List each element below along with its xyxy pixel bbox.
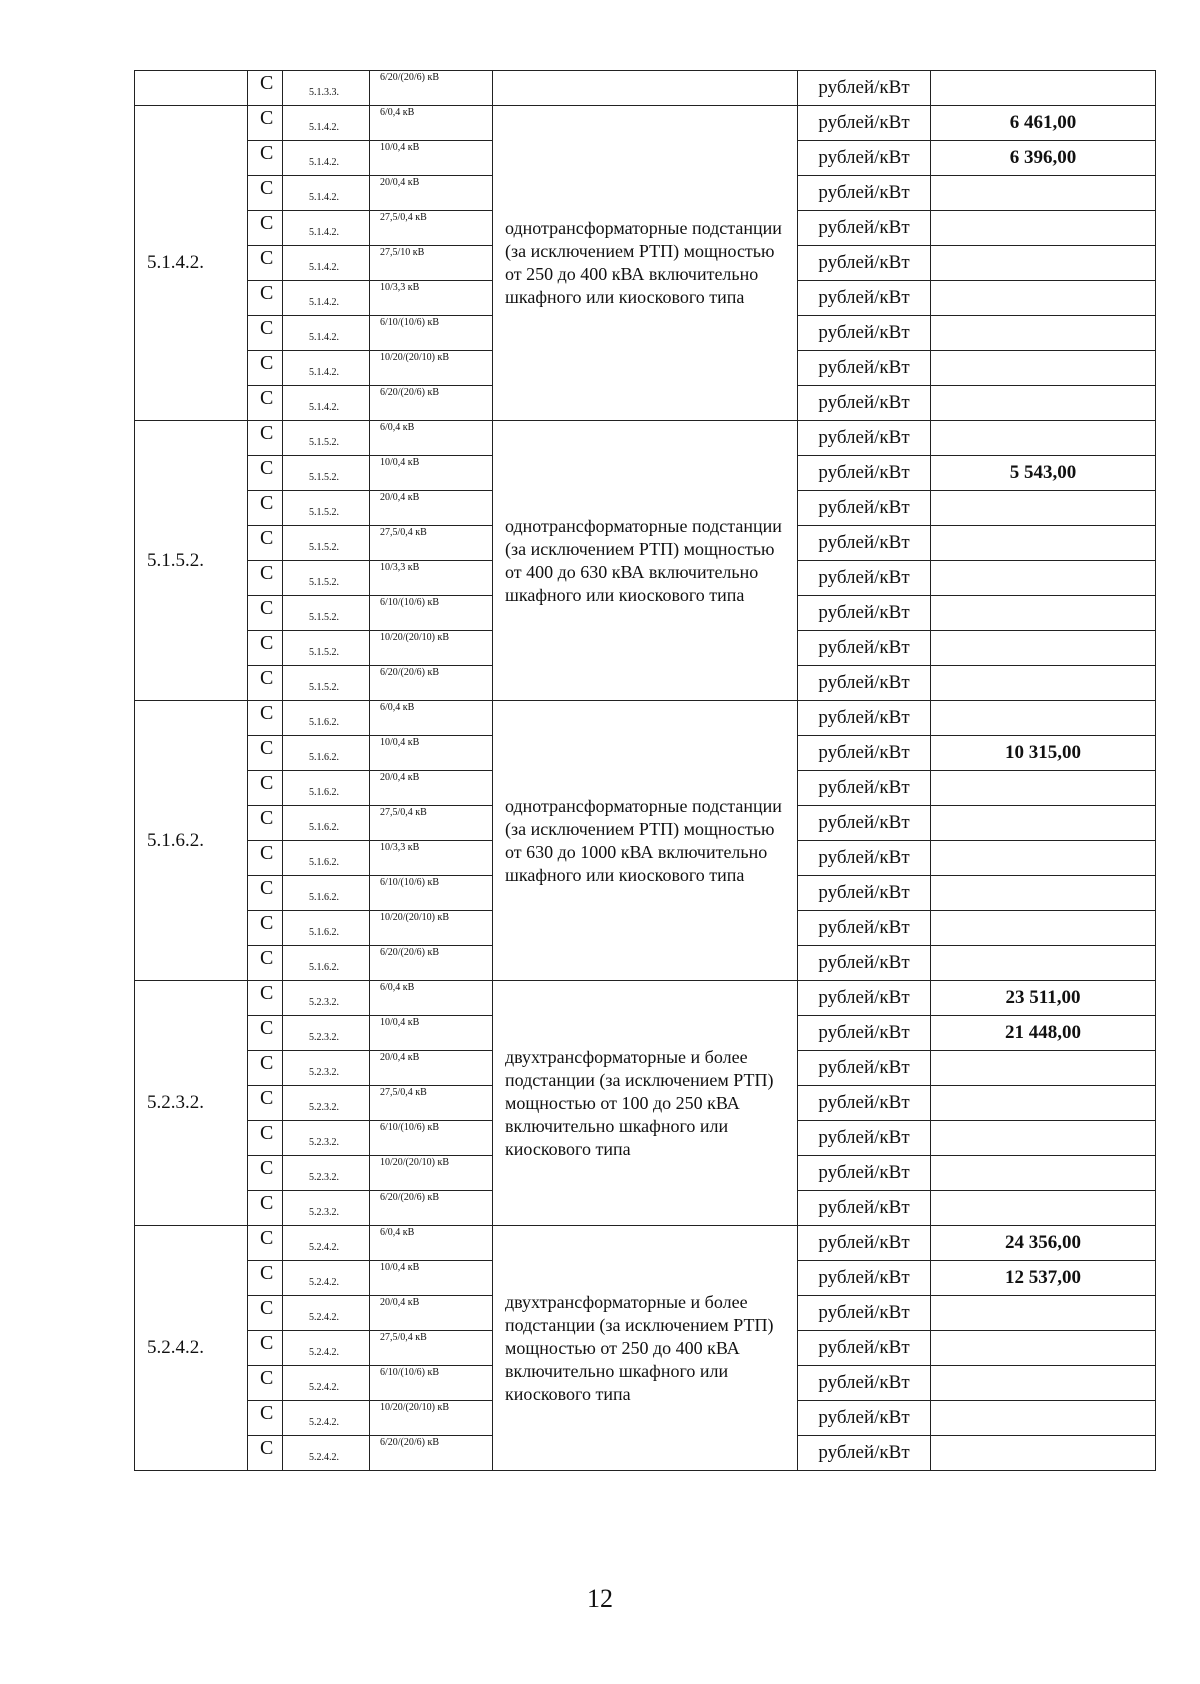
- voltage-cell: 6/0,4 кВ: [370, 701, 493, 736]
- unit-cell: рублей/кВт: [798, 1296, 931, 1331]
- item-code-cell: 5.2.3.2.: [283, 1156, 370, 1191]
- unit-cell: рублей/кВт: [798, 456, 931, 491]
- item-code-cell: 5.2.4.2.: [283, 1331, 370, 1366]
- unit-cell: рублей/кВт: [798, 1366, 931, 1401]
- item-code-cell: 5.2.3.2.: [283, 1121, 370, 1156]
- item-code-cell: 5.2.4.2.: [283, 1296, 370, 1331]
- item-code-cell: 5.2.4.2.: [283, 1436, 370, 1471]
- voltage-cell: 10/20/(20/10) кВ: [370, 351, 493, 386]
- description-cell: однотрансформаторные подстанции (за исключением РТП) мощностью от 250 до 400 кВА включительно шкафного или киоскового типа: [493, 106, 798, 421]
- rate-value-cell: [931, 666, 1156, 701]
- voltage-cell: 10/20/(20/10) кВ: [370, 911, 493, 946]
- rate-value-cell: [931, 1401, 1156, 1436]
- category-cell: С: [248, 701, 283, 736]
- category-cell: С: [248, 1226, 283, 1261]
- voltage-cell: 10/0,4 кВ: [370, 141, 493, 176]
- rate-value-cell: [931, 1156, 1156, 1191]
- category-cell: С: [248, 491, 283, 526]
- category-cell: С: [248, 666, 283, 701]
- rate-value-cell: [931, 281, 1156, 316]
- voltage-cell: 6/20/(20/6) кВ: [370, 1191, 493, 1226]
- rate-value-cell: [931, 771, 1156, 806]
- voltage-cell: 20/0,4 кВ: [370, 1051, 493, 1086]
- voltage-cell: 10/0,4 кВ: [370, 1016, 493, 1051]
- category-cell: С: [248, 631, 283, 666]
- category-cell: С: [248, 736, 283, 771]
- voltage-cell: 10/3,3 кВ: [370, 281, 493, 316]
- category-cell: С: [248, 141, 283, 176]
- item-code-cell: 5.1.6.2.: [283, 841, 370, 876]
- rate-value-cell: [931, 841, 1156, 876]
- voltage-cell: 20/0,4 кВ: [370, 176, 493, 211]
- item-code-cell: 5.1.4.2.: [283, 386, 370, 421]
- unit-cell: рублей/кВт: [798, 351, 931, 386]
- item-code-cell: 5.1.6.2.: [283, 736, 370, 771]
- group-code-cell: 5.2.4.2.: [135, 1226, 248, 1471]
- category-cell: С: [248, 1191, 283, 1226]
- unit-cell: рублей/кВт: [798, 491, 931, 526]
- rate-value-cell: 10 315,00: [931, 736, 1156, 771]
- item-code-cell: 5.1.6.2.: [283, 806, 370, 841]
- unit-cell: рублей/кВт: [798, 736, 931, 771]
- rate-value-cell: 12 537,00: [931, 1261, 1156, 1296]
- tariff-table-body: [135, 71, 1156, 1471]
- item-code-cell: 5.1.6.2.: [283, 911, 370, 946]
- voltage-cell: 10/3,3 кВ: [370, 841, 493, 876]
- unit-cell: рублей/кВт: [798, 911, 931, 946]
- rate-value-cell: [931, 491, 1156, 526]
- item-code-cell: 5.1.4.2.: [283, 281, 370, 316]
- item-code-cell: 5.2.4.2.: [283, 1226, 370, 1261]
- unit-cell: рублей/кВт: [798, 1226, 931, 1261]
- category-cell: С: [248, 1121, 283, 1156]
- category-cell: С: [248, 946, 283, 981]
- item-code-cell: 5.1.4.2.: [283, 246, 370, 281]
- voltage-cell: 10/20/(20/10) кВ: [370, 631, 493, 666]
- unit-cell: рублей/кВт: [798, 841, 931, 876]
- category-cell: С: [248, 351, 283, 386]
- category-cell: С: [248, 246, 283, 281]
- unit-cell: рублей/кВт: [798, 771, 931, 806]
- category-cell: С: [248, 211, 283, 246]
- voltage-cell: 6/10/(10/6) кВ: [370, 1366, 493, 1401]
- rate-value-cell: [931, 946, 1156, 981]
- rate-value-cell: [931, 246, 1156, 281]
- table-row: [135, 981, 1156, 1016]
- category-cell: С: [248, 526, 283, 561]
- item-code-cell: 5.1.3.3.: [283, 71, 370, 106]
- unit-cell: рублей/кВт: [798, 946, 931, 981]
- voltage-cell: 6/10/(10/6) кВ: [370, 316, 493, 351]
- unit-cell: рублей/кВт: [798, 1401, 931, 1436]
- voltage-cell: 27,5/0,4 кВ: [370, 526, 493, 561]
- voltage-cell: 6/20/(20/6) кВ: [370, 946, 493, 981]
- unit-cell: рублей/кВт: [798, 1436, 931, 1471]
- category-cell: С: [248, 176, 283, 211]
- rate-value-cell: 6 461,00: [931, 106, 1156, 141]
- unit-cell: рублей/кВт: [798, 1121, 931, 1156]
- unit-cell: рублей/кВт: [798, 1156, 931, 1191]
- rate-value-cell: [931, 386, 1156, 421]
- rate-value-cell: [931, 1086, 1156, 1121]
- voltage-cell: 6/10/(10/6) кВ: [370, 876, 493, 911]
- unit-cell: рублей/кВт: [798, 666, 931, 701]
- rate-value-cell: [931, 421, 1156, 456]
- item-code-cell: 5.1.6.2.: [283, 876, 370, 911]
- rate-value-cell: [931, 561, 1156, 596]
- voltage-cell: 20/0,4 кВ: [370, 1296, 493, 1331]
- rate-value-cell: [931, 631, 1156, 666]
- rate-value-cell: [931, 1051, 1156, 1086]
- category-cell: С: [248, 1401, 283, 1436]
- item-code-cell: 5.1.6.2.: [283, 701, 370, 736]
- item-code-cell: 5.1.5.2.: [283, 596, 370, 631]
- unit-cell: рублей/кВт: [798, 596, 931, 631]
- voltage-cell: 20/0,4 кВ: [370, 491, 493, 526]
- unit-cell: рублей/кВт: [798, 246, 931, 281]
- unit-cell: рублей/кВт: [798, 526, 931, 561]
- category-cell: С: [248, 596, 283, 631]
- tariff-table: [134, 70, 1156, 1471]
- item-code-cell: 5.1.5.2.: [283, 631, 370, 666]
- rate-value-cell: [931, 1331, 1156, 1366]
- group-code-cell: 5.1.5.2.: [135, 421, 248, 701]
- voltage-cell: 20/0,4 кВ: [370, 771, 493, 806]
- rate-value-cell: [931, 701, 1156, 736]
- item-code-cell: 5.1.5.2.: [283, 421, 370, 456]
- item-code-cell: 5.1.6.2.: [283, 946, 370, 981]
- item-code-cell: 5.1.4.2.: [283, 141, 370, 176]
- rate-value-cell: 24 356,00: [931, 1226, 1156, 1261]
- rate-value-cell: 21 448,00: [931, 1016, 1156, 1051]
- voltage-cell: 6/0,4 кВ: [370, 106, 493, 141]
- unit-cell: рублей/кВт: [798, 141, 931, 176]
- rate-value-cell: 6 396,00: [931, 141, 1156, 176]
- item-code-cell: 5.2.3.2.: [283, 981, 370, 1016]
- rate-value-cell: [931, 71, 1156, 106]
- category-cell: С: [248, 841, 283, 876]
- rate-value-cell: 5 543,00: [931, 456, 1156, 491]
- category-cell: С: [248, 561, 283, 596]
- table-row: [135, 421, 1156, 456]
- unit-cell: рублей/кВт: [798, 421, 931, 456]
- unit-cell: рублей/кВт: [798, 876, 931, 911]
- rate-value-cell: 23 511,00: [931, 981, 1156, 1016]
- category-cell: С: [248, 1086, 283, 1121]
- description-cell: однотрансформаторные подстанции (за исключением РТП) мощностью от 630 до 1000 кВА включительно шкафного или киоскового типа: [493, 701, 798, 981]
- item-code-cell: 5.2.3.2.: [283, 1051, 370, 1086]
- unit-cell: рублей/кВт: [798, 1086, 931, 1121]
- voltage-cell: 10/0,4 кВ: [370, 736, 493, 771]
- voltage-cell: 10/20/(20/10) кВ: [370, 1401, 493, 1436]
- group-code-cell: 5.2.3.2.: [135, 981, 248, 1226]
- voltage-cell: 6/0,4 кВ: [370, 1226, 493, 1261]
- rate-value-cell: [931, 596, 1156, 631]
- unit-cell: рублей/кВт: [798, 1191, 931, 1226]
- item-code-cell: 5.2.3.2.: [283, 1016, 370, 1051]
- unit-cell: рублей/кВт: [798, 176, 931, 211]
- description-cell: однотрансформаторные подстанции (за исключением РТП) мощностью от 400 до 630 кВА включительно шкафного или киоскового типа: [493, 421, 798, 701]
- category-cell: С: [248, 316, 283, 351]
- rate-value-cell: [931, 911, 1156, 946]
- category-cell: С: [248, 386, 283, 421]
- page-number: 12: [587, 1584, 613, 1613]
- unit-cell: рублей/кВт: [798, 71, 931, 106]
- item-code-cell: 5.1.4.2.: [283, 106, 370, 141]
- rate-value-cell: [931, 211, 1156, 246]
- category-cell: С: [248, 1156, 283, 1191]
- group-code-cell: [135, 71, 248, 106]
- voltage-cell: 6/10/(10/6) кВ: [370, 596, 493, 631]
- category-cell: С: [248, 1261, 283, 1296]
- item-code-cell: 5.1.4.2.: [283, 211, 370, 246]
- unit-cell: рублей/кВт: [798, 281, 931, 316]
- category-cell: С: [248, 911, 283, 946]
- rate-value-cell: [931, 806, 1156, 841]
- category-cell: С: [248, 1051, 283, 1086]
- voltage-cell: 6/20/(20/6) кВ: [370, 386, 493, 421]
- category-cell: С: [248, 1366, 283, 1401]
- item-code-cell: 5.2.4.2.: [283, 1366, 370, 1401]
- rate-value-cell: [931, 526, 1156, 561]
- item-code-cell: 5.2.3.2.: [283, 1191, 370, 1226]
- unit-cell: рублей/кВт: [798, 106, 931, 141]
- table-row: [135, 1226, 1156, 1261]
- category-cell: С: [248, 281, 283, 316]
- voltage-cell: 6/0,4 кВ: [370, 421, 493, 456]
- unit-cell: рублей/кВт: [798, 1261, 931, 1296]
- unit-cell: рублей/кВт: [798, 1331, 931, 1366]
- category-cell: С: [248, 71, 283, 106]
- item-code-cell: 5.1.6.2.: [283, 771, 370, 806]
- item-code-cell: 5.1.5.2.: [283, 666, 370, 701]
- voltage-cell: 6/0,4 кВ: [370, 981, 493, 1016]
- unit-cell: рублей/кВт: [798, 316, 931, 351]
- item-code-cell: 5.1.4.2.: [283, 351, 370, 386]
- item-code-cell: 5.2.4.2.: [283, 1401, 370, 1436]
- item-code-cell: 5.2.3.2.: [283, 1086, 370, 1121]
- table-row: [135, 701, 1156, 736]
- unit-cell: рублей/кВт: [798, 631, 931, 666]
- description-cell: двухтрансформаторные и более подстанции (за исключением РТП) мощностью от 250 до 400 кВА включительно шкафного или киоскового типа: [493, 1226, 798, 1471]
- unit-cell: рублей/кВт: [798, 1016, 931, 1051]
- category-cell: С: [248, 1436, 283, 1471]
- category-cell: С: [248, 106, 283, 141]
- description-cell: двухтрансформаторные и более подстанции (за исключением РТП) мощностью от 100 до 250 кВА включительно шкафного или киоскового типа: [493, 981, 798, 1226]
- unit-cell: рублей/кВт: [798, 806, 931, 841]
- category-cell: С: [248, 456, 283, 491]
- group-code-cell: 5.1.4.2.: [135, 106, 248, 421]
- item-code-cell: 5.2.4.2.: [283, 1261, 370, 1296]
- rate-value-cell: [931, 1296, 1156, 1331]
- voltage-cell: 6/20/(20/6) кВ: [370, 1436, 493, 1471]
- rate-value-cell: [931, 176, 1156, 211]
- voltage-cell: 6/20/(20/6) кВ: [370, 71, 493, 106]
- voltage-cell: 27,5/0,4 кВ: [370, 1086, 493, 1121]
- voltage-cell: 27,5/10 кВ: [370, 246, 493, 281]
- unit-cell: рублей/кВт: [798, 1051, 931, 1086]
- rate-value-cell: [931, 1366, 1156, 1401]
- item-code-cell: 5.1.5.2.: [283, 491, 370, 526]
- rate-value-cell: [931, 1436, 1156, 1471]
- category-cell: С: [248, 421, 283, 456]
- unit-cell: рублей/кВт: [798, 386, 931, 421]
- category-cell: С: [248, 981, 283, 1016]
- category-cell: С: [248, 876, 283, 911]
- group-code-cell: 5.1.6.2.: [135, 701, 248, 981]
- category-cell: С: [248, 806, 283, 841]
- unit-cell: рублей/кВт: [798, 701, 931, 736]
- voltage-cell: 10/3,3 кВ: [370, 561, 493, 596]
- voltage-cell: 27,5/0,4 кВ: [370, 1331, 493, 1366]
- item-code-cell: 5.1.4.2.: [283, 316, 370, 351]
- rate-value-cell: [931, 1121, 1156, 1156]
- unit-cell: рублей/кВт: [798, 561, 931, 596]
- category-cell: С: [248, 771, 283, 806]
- voltage-cell: 6/20/(20/6) кВ: [370, 666, 493, 701]
- rate-value-cell: [931, 1191, 1156, 1226]
- item-code-cell: 5.1.5.2.: [283, 526, 370, 561]
- item-code-cell: 5.1.4.2.: [283, 176, 370, 211]
- voltage-cell: 6/10/(10/6) кВ: [370, 1121, 493, 1156]
- voltage-cell: 10/0,4 кВ: [370, 456, 493, 491]
- voltage-cell: 10/0,4 кВ: [370, 1261, 493, 1296]
- category-cell: С: [248, 1331, 283, 1366]
- description-cell: [493, 71, 798, 106]
- item-code-cell: 5.1.5.2.: [283, 561, 370, 596]
- table-row: [135, 71, 1156, 106]
- category-cell: С: [248, 1016, 283, 1051]
- voltage-cell: 10/20/(20/10) кВ: [370, 1156, 493, 1191]
- item-code-cell: 5.1.5.2.: [283, 456, 370, 491]
- rate-value-cell: [931, 876, 1156, 911]
- rate-value-cell: [931, 351, 1156, 386]
- voltage-cell: 27,5/0,4 кВ: [370, 806, 493, 841]
- voltage-cell: 27,5/0,4 кВ: [370, 211, 493, 246]
- rate-value-cell: [931, 316, 1156, 351]
- unit-cell: рублей/кВт: [798, 211, 931, 246]
- category-cell: С: [248, 1296, 283, 1331]
- table-row: [135, 106, 1156, 141]
- unit-cell: рублей/кВт: [798, 981, 931, 1016]
